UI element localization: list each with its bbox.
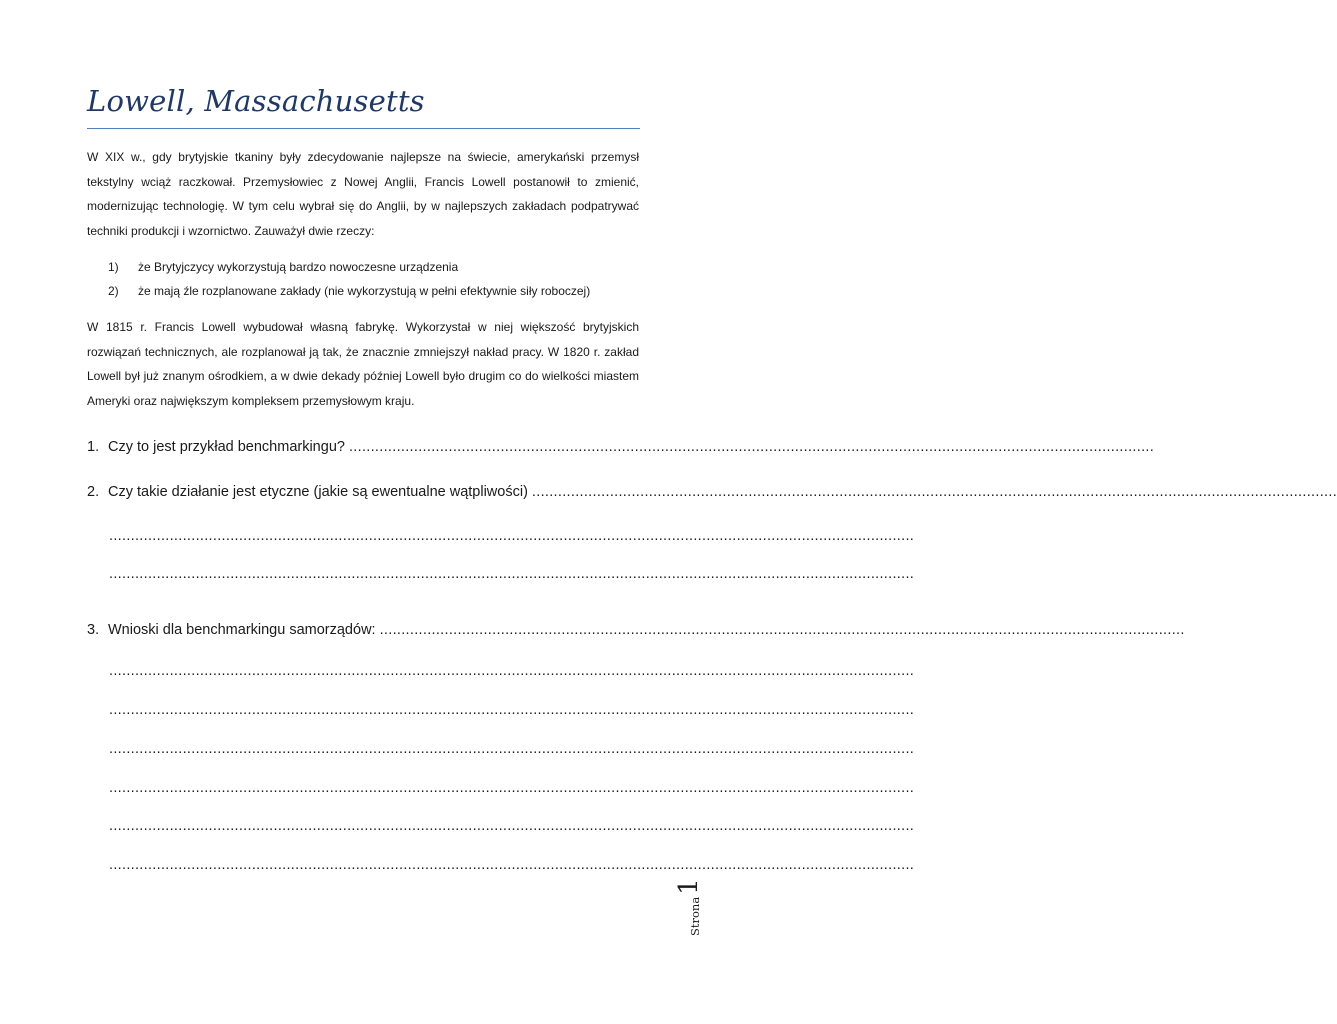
title-underline	[87, 128, 640, 129]
list-item	[87, 279, 590, 303]
page-number-block	[676, 878, 702, 936]
answer-dotted-line[interactable]: ..........................................................................................................................................................................................	[109, 741, 915, 757]
list-item-text: że Brytyjczycy wykorzystują bardzo nowoczesne urządzenia	[138, 260, 459, 274]
history-paragraph: W 1815 r. Francis Lowell wybudował własną fabrykę. Wykorzystał w niej większość brytyjskich rozwiązań technicznych, ale rozplanował ją tak, że znacznie zmniejszył nakład pracy. W 1820 r. zakład Lowell był już znanym ośrodkiem, a w dwie dekady później Lowell było drugim co do wielkości miastem Ameryki oraz największym kompleksem przemysłowym kraju.	[87, 320, 639, 409]
intro-paragraph: W XIX w., gdy brytyjskie tkaniny były zdecydowanie najlepsze na świecie, amerykański przemysł tekstylny wciąż raczkował. Przemysłowiec z Nowej Anglii, Francis Lowell postanowił to zmienić, modernizując technologię. W tym celu wybrał się do Anglii, by w najlepszych zakładach podpatrywać techniki produkcji i wzornictwo. Zauważył dwie rzeczy:	[87, 150, 639, 239]
list-item-text: że mają źle rozplanowane zakłady (nie wykorzystują w pełni efektywnie siły roboczej)	[138, 284, 591, 298]
answer-dotted-line[interactable]: ..........................................................................................................................................................................................	[109, 566, 915, 582]
question-text: Czy takie działanie jest etyczne (jakie są ewentualne wątpliwości)	[108, 484, 528, 500]
answer-dotted-line[interactable]: ..........................................................................................................................................................................................	[109, 702, 915, 718]
question-2	[87, 484, 1337, 500]
question-text: Czy to jest przykład benchmarkingu?	[108, 439, 345, 455]
page-label: Strona	[688, 896, 702, 936]
answer-dotted-line[interactable]: ..........................................................................................................................................................................................	[109, 528, 915, 544]
list-item	[87, 255, 590, 279]
question-text: Wnioski dla benchmarkingu samorządów:	[108, 622, 376, 638]
list-item-number: 1)	[108, 260, 119, 274]
question-1	[87, 439, 1155, 455]
page-footer	[662, 874, 712, 944]
question-3	[87, 622, 1185, 638]
question-number: 1.	[87, 439, 100, 455]
question-number: 3.	[87, 622, 100, 638]
answer-dotted-line[interactable]: ..........................................................................................................................................................................................	[109, 780, 915, 796]
answer-dotted-line[interactable]: ..........................................................................................................................................................................................	[531, 484, 1337, 500]
answer-dotted-line[interactable]: ..........................................................................................................................................................................................	[109, 818, 915, 834]
list-item-number: 2)	[108, 284, 119, 298]
question-number: 2.	[87, 484, 100, 500]
observations-list	[87, 255, 590, 303]
answer-dotted-line[interactable]: ..........................................................................................................................................................................................	[379, 622, 1185, 638]
document-title: Lowell, Massachusetts	[87, 84, 425, 118]
answer-dotted-line[interactable]: ..........................................................................................................................................................................................	[109, 663, 915, 679]
answer-dotted-line[interactable]: ..........................................................................................................................................................................................	[348, 439, 1155, 455]
answer-dotted-line[interactable]: ..........................................................................................................................................................................................	[109, 857, 915, 873]
page-number: 1	[674, 878, 704, 895]
